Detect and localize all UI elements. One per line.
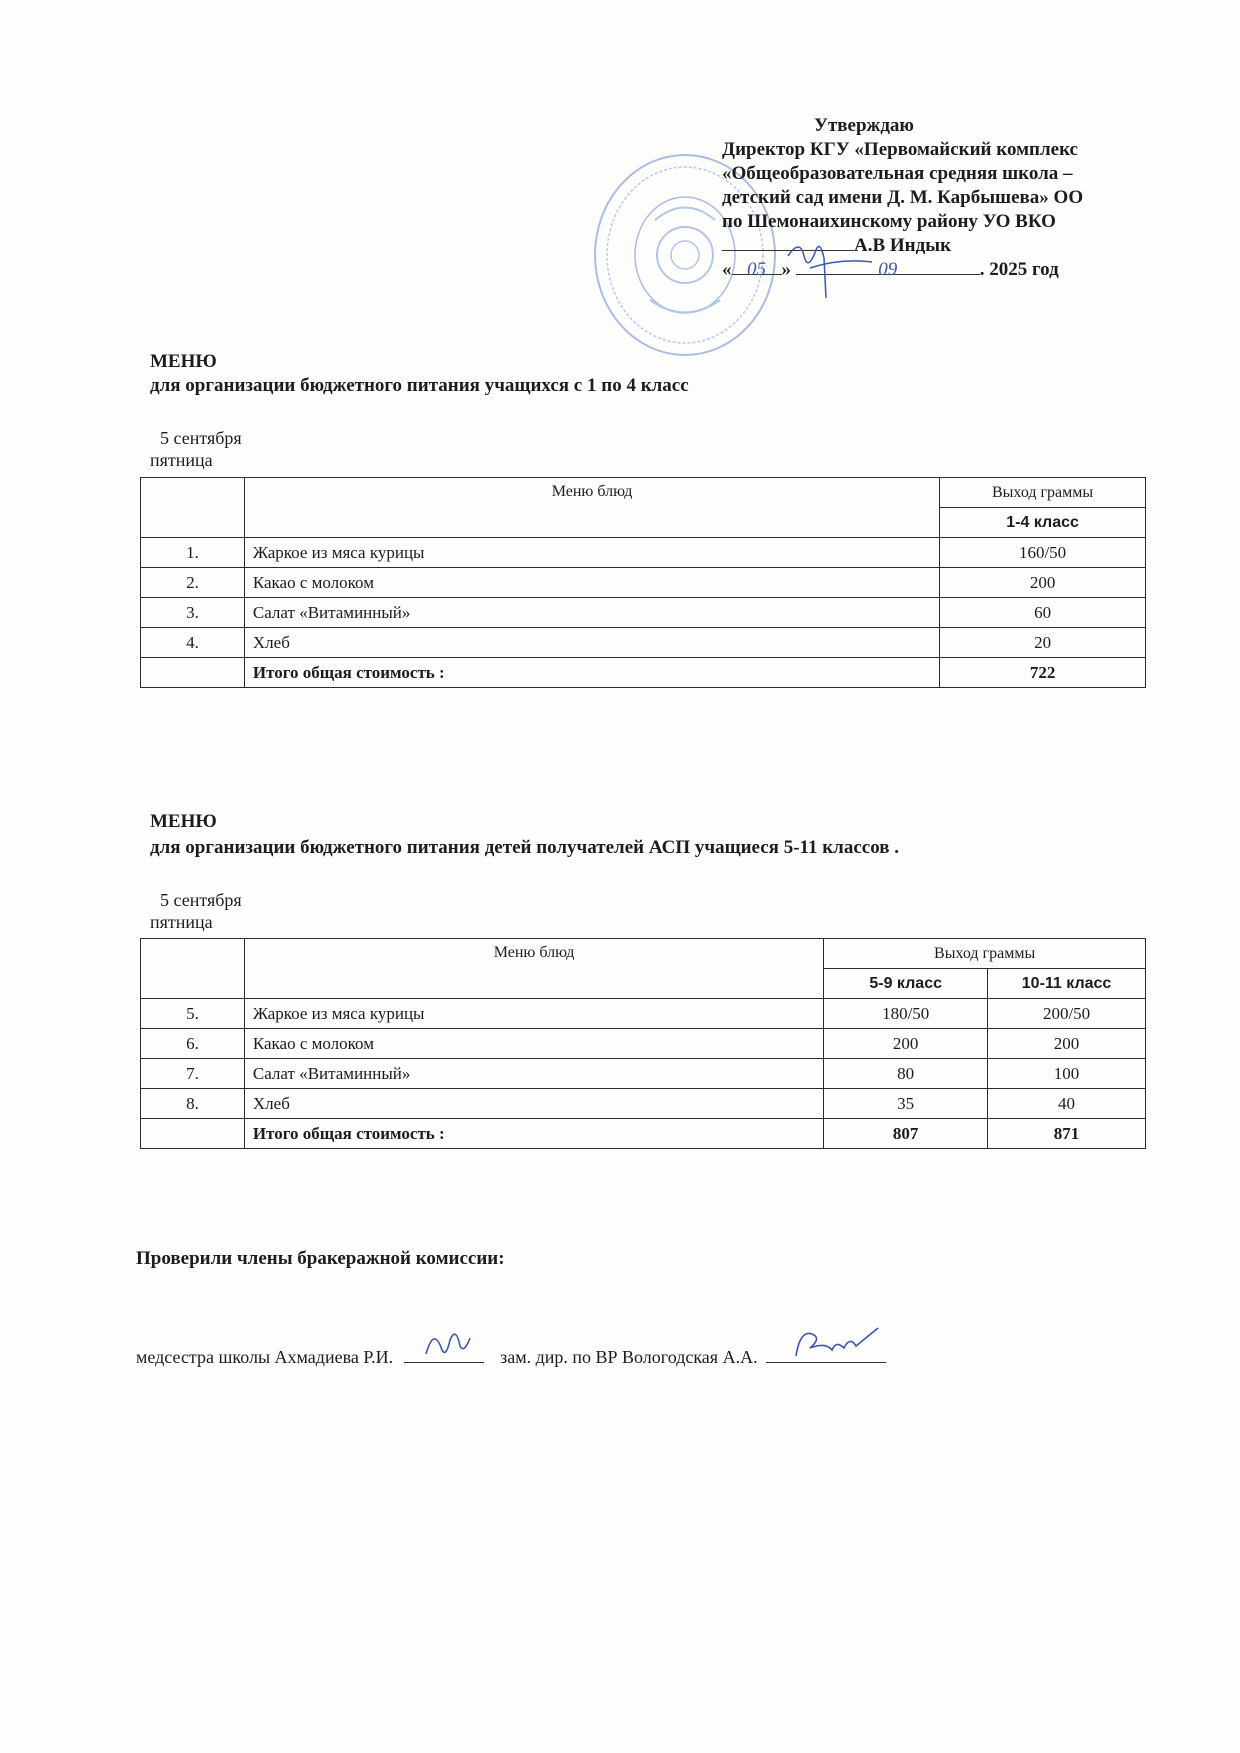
table-row: 4. Хлеб 20 (141, 628, 1146, 658)
director-name: А.В Индык (854, 235, 952, 256)
commission-signatures (136, 1346, 886, 1368)
table-row: 2. Какао с молоком 200 (141, 568, 1146, 598)
table-row: 5. Жаркое из мяса курицы 180/50 200/50 (141, 999, 1146, 1029)
approval-heading: Утверждаю (814, 115, 914, 136)
menu2-table (140, 938, 1146, 1149)
table-row: 7. Салат «Витаминный» 80 100 (141, 1059, 1146, 1089)
menu2-title: МЕНЮ (150, 811, 217, 832)
menu2-subtitle: для организации бюджетного питания детей получателей АСП учащиеся 5-11 классов . (150, 837, 899, 858)
nurse-name: медсестра школы Ахмадиева Р.И. (136, 1347, 394, 1367)
table-row: 8. Хлеб 35 40 (141, 1089, 1146, 1119)
header-grade: 1-4 класс (940, 508, 1146, 538)
total-label: Итого общая стоимость : (244, 658, 939, 688)
approval-line-2: «Общеобразовательная средняя школа – (722, 163, 1073, 184)
menu2-date: 5 сентября (160, 890, 242, 910)
menu1-weekday: пятница (150, 450, 213, 470)
approval-line-4: по Шемонаихинскому району УО ВКО (722, 211, 1056, 232)
nurse-signature-scribble (404, 1320, 484, 1364)
approval-date: « 05 » 09 . 2025 год (722, 259, 1059, 280)
menu1-title: МЕНЮ (150, 351, 217, 372)
menu1-date: 5 сентября (160, 428, 242, 448)
header-output: Выход граммы (824, 939, 1146, 969)
total-label: Итого общая стоимость : (244, 1119, 823, 1149)
deputy-signature-scribble (766, 1320, 886, 1364)
header-grade: 5-9 класс (824, 969, 988, 999)
date-month: 09 (796, 258, 980, 275)
menu1-table (140, 477, 1146, 688)
date-day: 05 (732, 258, 782, 275)
date-year: . 2025 год (979, 259, 1059, 280)
total-row (141, 1119, 1146, 1149)
table-row: 3. Салат «Витаминный» 60 (141, 598, 1146, 628)
table-row: 6. Какао с молоком 200 200 (141, 1029, 1146, 1059)
commission-heading: Проверили члены бракеражной комиссии: (136, 1248, 505, 1269)
deputy-name: зам. дир. по ВР Вологодская А.А. (500, 1347, 758, 1367)
deputy-signature (766, 1346, 886, 1363)
menu1-subtitle: для организации бюджетного питания учащихся с 1 по 4 класс (150, 375, 689, 396)
header-output: Выход граммы (940, 478, 1146, 508)
approval-line-1: Директор КГУ «Первомайский комплекс (722, 139, 1078, 160)
total-value: 722 (940, 658, 1146, 688)
approval-line-3: детский сад имени Д. М. Карбышева» ОО (722, 187, 1084, 208)
table-row: 1. Жаркое из мяса курицы 160/50 (141, 538, 1146, 568)
nurse-signature (404, 1346, 484, 1363)
header-dish: Меню блюд (244, 478, 939, 538)
director-signature (780, 228, 880, 328)
menu2-weekday: пятница (150, 912, 213, 932)
header-grade: 10-11 класс (988, 969, 1146, 999)
total-value: 807 (824, 1119, 988, 1149)
table-header-row (141, 939, 1146, 969)
total-row (141, 658, 1146, 688)
header-dish: Меню блюд (244, 939, 823, 999)
total-value: 871 (988, 1119, 1146, 1149)
table-header-row (141, 478, 1146, 508)
